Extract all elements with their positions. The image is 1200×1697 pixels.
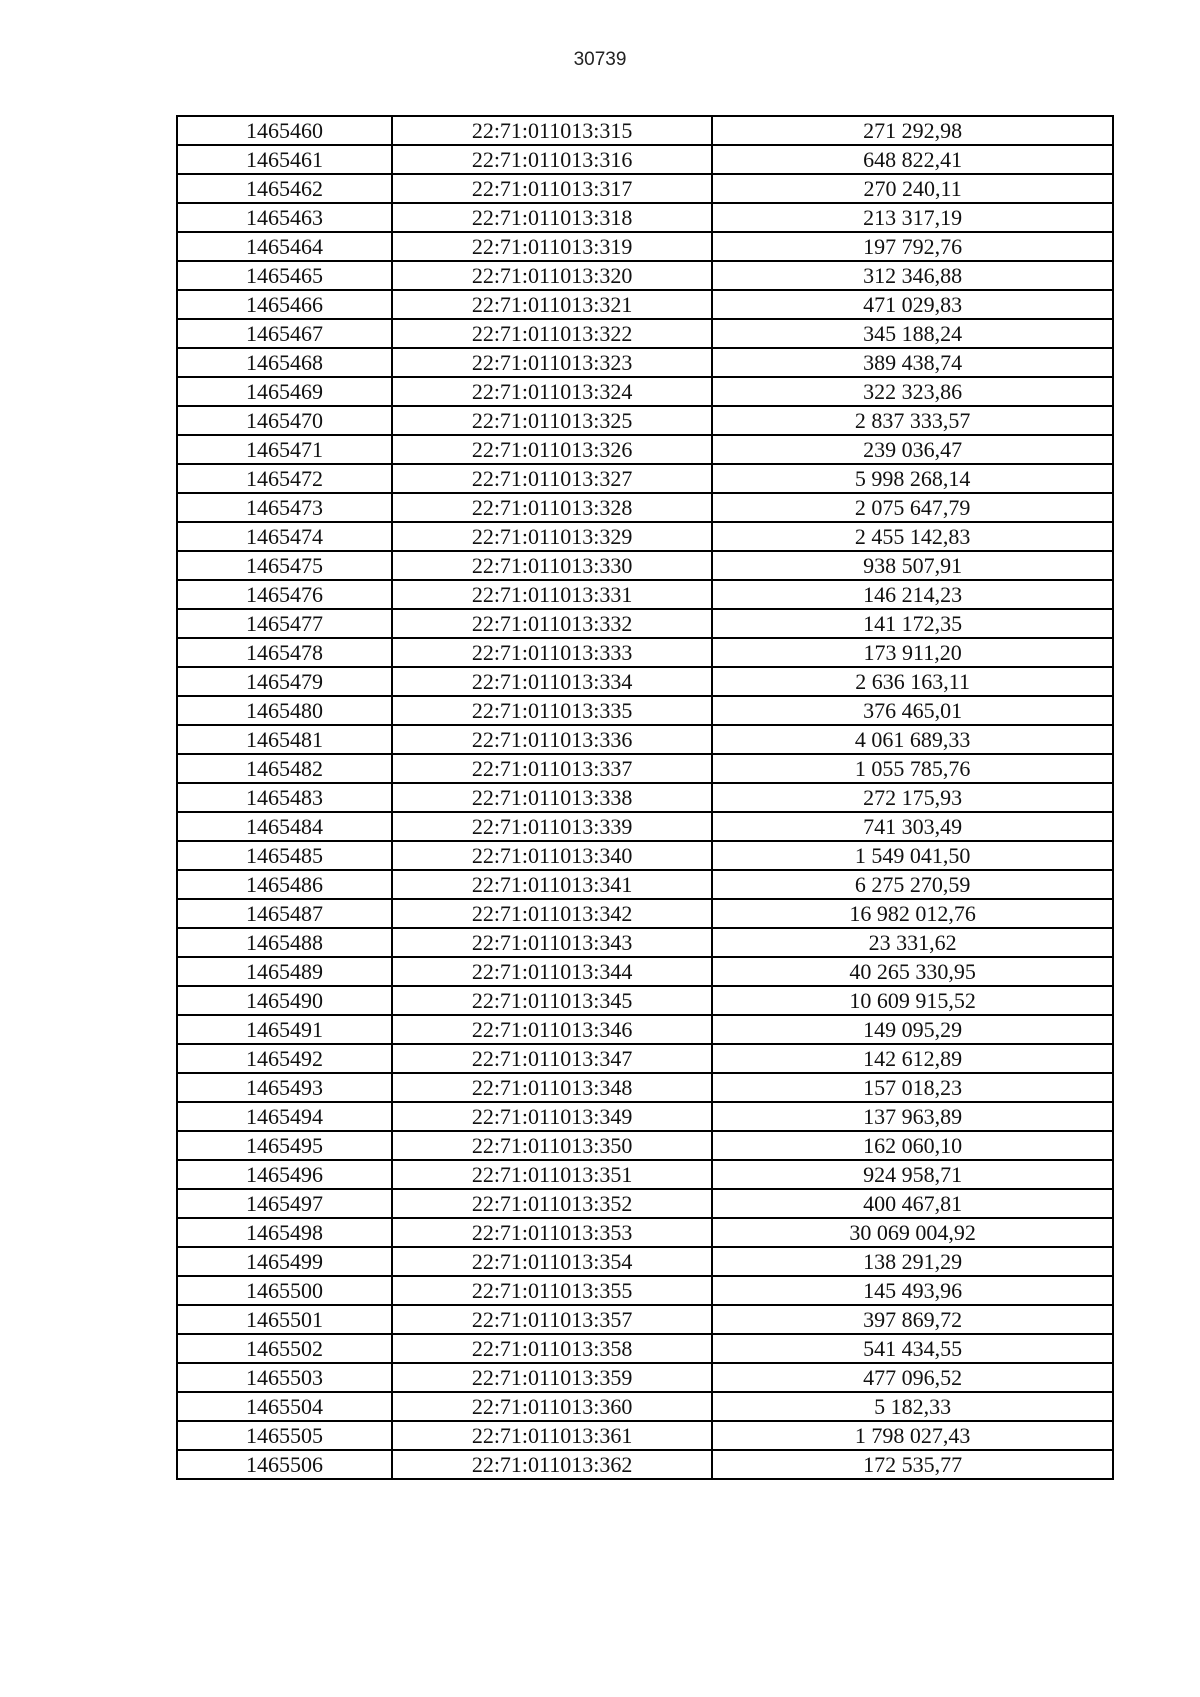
cadastral-number-cell: 22:71:011013:353 [392, 1218, 712, 1247]
row-number-cell: 1465499 [177, 1247, 392, 1276]
table-row [177, 551, 1113, 580]
table-row [177, 232, 1113, 261]
cadastral-value-cell: 173 911,20 [712, 638, 1113, 667]
row-number-cell: 1465480 [177, 696, 392, 725]
row-number-cell: 1465489 [177, 957, 392, 986]
table-row [177, 1131, 1113, 1160]
cadastral-value-cell: 400 467,81 [712, 1189, 1113, 1218]
cadastral-number-cell: 22:71:011013:346 [392, 1015, 712, 1044]
cadastral-number-cell: 22:71:011013:352 [392, 1189, 712, 1218]
cadastral-value-cell: 2 837 333,57 [712, 406, 1113, 435]
cadastral-number-cell: 22:71:011013:333 [392, 638, 712, 667]
cadastral-number-cell: 22:71:011013:325 [392, 406, 712, 435]
cadastral-number-cell: 22:71:011013:339 [392, 812, 712, 841]
cadastral-value-cell: 397 869,72 [712, 1305, 1113, 1334]
cadastral-number-cell: 22:71:011013:328 [392, 493, 712, 522]
cadastral-value-cell: 141 172,35 [712, 609, 1113, 638]
row-number-cell: 1465466 [177, 290, 392, 319]
row-number-cell: 1465502 [177, 1334, 392, 1363]
table-row [177, 290, 1113, 319]
cadastral-value-cell: 5 182,33 [712, 1392, 1113, 1421]
table-row [177, 1189, 1113, 1218]
table-row [177, 522, 1113, 551]
row-number-cell: 1465471 [177, 435, 392, 464]
table-row [177, 1305, 1113, 1334]
cadastral-number-cell: 22:71:011013:335 [392, 696, 712, 725]
cadastral-value-cell: 272 175,93 [712, 783, 1113, 812]
cadastral-number-cell: 22:71:011013:348 [392, 1073, 712, 1102]
row-number-cell: 1465494 [177, 1102, 392, 1131]
page-number: 30739 [573, 49, 627, 70]
cadastral-value-cell: 5 998 268,14 [712, 464, 1113, 493]
table-row [177, 493, 1113, 522]
table-row [177, 1450, 1113, 1479]
row-number-cell: 1465505 [177, 1421, 392, 1450]
table-row [177, 696, 1113, 725]
cadastral-number-cell: 22:71:011013:341 [392, 870, 712, 899]
cadastral-number-cell: 22:71:011013:331 [392, 580, 712, 609]
row-number-cell: 1465493 [177, 1073, 392, 1102]
cadastral-value-cell: 40 265 330,95 [712, 957, 1113, 986]
table-row [177, 667, 1113, 696]
table-row [177, 1276, 1113, 1305]
cadastral-value-cell: 1 798 027,43 [712, 1421, 1113, 1450]
table-row [177, 754, 1113, 783]
cadastral-value-cell: 138 291,29 [712, 1247, 1113, 1276]
cadastral-value-cell: 162 060,10 [712, 1131, 1113, 1160]
row-number-cell: 1465479 [177, 667, 392, 696]
cadastral-value-cell: 157 018,23 [712, 1073, 1113, 1102]
cadastral-value-cell: 471 029,83 [712, 290, 1113, 319]
cadastral-number-cell: 22:71:011013:343 [392, 928, 712, 957]
row-number-cell: 1465491 [177, 1015, 392, 1044]
cadastral-number-cell: 22:71:011013:351 [392, 1160, 712, 1189]
table-row [177, 638, 1113, 667]
row-number-cell: 1465478 [177, 638, 392, 667]
cadastral-number-cell: 22:71:011013:321 [392, 290, 712, 319]
cadastral-number-cell: 22:71:011013:359 [392, 1363, 712, 1392]
row-number-cell: 1465506 [177, 1450, 392, 1479]
cadastral-value-cell: 345 188,24 [712, 319, 1113, 348]
cadastral-number-cell: 22:71:011013:345 [392, 986, 712, 1015]
row-number-cell: 1465476 [177, 580, 392, 609]
cadastral-number-cell: 22:71:011013:357 [392, 1305, 712, 1334]
row-number-cell: 1465496 [177, 1160, 392, 1189]
table-row [177, 1363, 1113, 1392]
table-row [177, 319, 1113, 348]
cadastral-number-cell: 22:71:011013:323 [392, 348, 712, 377]
table-row [177, 261, 1113, 290]
table-row [177, 203, 1113, 232]
cadastral-value-cell: 2 636 163,11 [712, 667, 1113, 696]
table-row [177, 1247, 1113, 1276]
cadastral-value-cell: 938 507,91 [712, 551, 1113, 580]
table-row [177, 725, 1113, 754]
table-row [177, 1102, 1113, 1131]
cadastral-value-cell: 197 792,76 [712, 232, 1113, 261]
cadastral-value-cell: 271 292,98 [712, 116, 1113, 145]
row-number-cell: 1465482 [177, 754, 392, 783]
cadastral-value-cell: 270 240,11 [712, 174, 1113, 203]
row-number-cell: 1465488 [177, 928, 392, 957]
row-number-cell: 1465472 [177, 464, 392, 493]
row-number-cell: 1465483 [177, 783, 392, 812]
table-row [177, 464, 1113, 493]
cadastral-value-cell: 1 549 041,50 [712, 841, 1113, 870]
row-number-cell: 1465474 [177, 522, 392, 551]
cadastral-number-cell: 22:71:011013:324 [392, 377, 712, 406]
row-number-cell: 1465469 [177, 377, 392, 406]
cadastral-number-cell: 22:71:011013:362 [392, 1450, 712, 1479]
table-row [177, 1392, 1113, 1421]
table-row [177, 348, 1113, 377]
table-row [177, 1073, 1113, 1102]
row-number-cell: 1465492 [177, 1044, 392, 1073]
table-row [177, 609, 1113, 638]
cadastral-value-cell: 2 455 142,83 [712, 522, 1113, 551]
table-row [177, 1015, 1113, 1044]
cadastral-value-cell: 145 493,96 [712, 1276, 1113, 1305]
cadastral-value-cell: 322 323,86 [712, 377, 1113, 406]
cadastral-value-cell: 312 346,88 [712, 261, 1113, 290]
table-row [177, 928, 1113, 957]
table-row [177, 377, 1113, 406]
table-row [177, 957, 1113, 986]
row-number-cell: 1465473 [177, 493, 392, 522]
cadastral-number-cell: 22:71:011013:340 [392, 841, 712, 870]
row-number-cell: 1465486 [177, 870, 392, 899]
row-number-cell: 1465481 [177, 725, 392, 754]
table-row [177, 870, 1113, 899]
row-number-cell: 1465487 [177, 899, 392, 928]
cadastral-value-cell: 648 822,41 [712, 145, 1113, 174]
cadastral-value-cell: 541 434,55 [712, 1334, 1113, 1363]
cadastral-value-cell: 213 317,19 [712, 203, 1113, 232]
cadastral-value-cell: 23 331,62 [712, 928, 1113, 957]
row-number-cell: 1465468 [177, 348, 392, 377]
cadastral-number-cell: 22:71:011013:342 [392, 899, 712, 928]
cadastral-value-cell: 741 303,49 [712, 812, 1113, 841]
row-number-cell: 1465464 [177, 232, 392, 261]
cadastral-number-cell: 22:71:011013:338 [392, 783, 712, 812]
row-number-cell: 1465504 [177, 1392, 392, 1421]
cadastral-value-cell: 172 535,77 [712, 1450, 1113, 1479]
row-number-cell: 1465462 [177, 174, 392, 203]
cadastral-number-cell: 22:71:011013:337 [392, 754, 712, 783]
cadastral-value-cell: 149 095,29 [712, 1015, 1113, 1044]
row-number-cell: 1465490 [177, 986, 392, 1015]
table-row [177, 1421, 1113, 1450]
table-row [177, 1218, 1113, 1247]
table-row [177, 116, 1113, 145]
table-row [177, 1334, 1113, 1363]
cadastral-value-cell: 389 438,74 [712, 348, 1113, 377]
cadastral-number-cell: 22:71:011013:326 [392, 435, 712, 464]
table-row [177, 812, 1113, 841]
cadastral-value-cell: 1 055 785,76 [712, 754, 1113, 783]
cadastral-number-cell: 22:71:011013:350 [392, 1131, 712, 1160]
cadastral-number-cell: 22:71:011013:320 [392, 261, 712, 290]
row-number-cell: 1465500 [177, 1276, 392, 1305]
table-row [177, 174, 1113, 203]
cadastral-number-cell: 22:71:011013:315 [392, 116, 712, 145]
table-row [177, 1044, 1113, 1073]
table-row [177, 986, 1113, 1015]
row-number-cell: 1465467 [177, 319, 392, 348]
row-number-cell: 1465460 [177, 116, 392, 145]
cadastral-number-cell: 22:71:011013:334 [392, 667, 712, 696]
row-number-cell: 1465484 [177, 812, 392, 841]
table-body [177, 116, 1113, 1479]
table-row [177, 406, 1113, 435]
cadastral-number-cell: 22:71:011013:347 [392, 1044, 712, 1073]
cadastral-value-cell: 477 096,52 [712, 1363, 1113, 1392]
row-number-cell: 1465475 [177, 551, 392, 580]
cadastral-value-cell: 239 036,47 [712, 435, 1113, 464]
row-number-cell: 1465470 [177, 406, 392, 435]
cadastral-number-cell: 22:71:011013:355 [392, 1276, 712, 1305]
row-number-cell: 1465485 [177, 841, 392, 870]
row-number-cell: 1465503 [177, 1363, 392, 1392]
cadastral-number-cell: 22:71:011013:330 [392, 551, 712, 580]
cadastral-number-cell: 22:71:011013:349 [392, 1102, 712, 1131]
table-row [177, 580, 1113, 609]
cadastral-number-cell: 22:71:011013:332 [392, 609, 712, 638]
table-row [177, 841, 1113, 870]
cadastral-value-cell: 4 061 689,33 [712, 725, 1113, 754]
cadastral-value-cell: 10 609 915,52 [712, 986, 1113, 1015]
cadastral-number-cell: 22:71:011013:361 [392, 1421, 712, 1450]
table-row [177, 145, 1113, 174]
cadastral-number-cell: 22:71:011013:354 [392, 1247, 712, 1276]
cadastral-number-cell: 22:71:011013:316 [392, 145, 712, 174]
cadastral-number-cell: 22:71:011013:318 [392, 203, 712, 232]
table-row [177, 435, 1113, 464]
row-number-cell: 1465465 [177, 261, 392, 290]
table-row [177, 899, 1113, 928]
cadastral-number-cell: 22:71:011013:317 [392, 174, 712, 203]
table-row [177, 1160, 1113, 1189]
table-row [177, 783, 1113, 812]
row-number-cell: 1465501 [177, 1305, 392, 1334]
cadastral-value-cell: 376 465,01 [712, 696, 1113, 725]
cadastral-value-cell: 30 069 004,92 [712, 1218, 1113, 1247]
cadastral-number-cell: 22:71:011013:322 [392, 319, 712, 348]
cadastral-number-cell: 22:71:011013:358 [392, 1334, 712, 1363]
row-number-cell: 1465497 [177, 1189, 392, 1218]
cadastral-number-cell: 22:71:011013:329 [392, 522, 712, 551]
cadastral-value-cell: 142 612,89 [712, 1044, 1113, 1073]
cadastral-number-cell: 22:71:011013:344 [392, 957, 712, 986]
row-number-cell: 1465498 [177, 1218, 392, 1247]
row-number-cell: 1465477 [177, 609, 392, 638]
cadastral-number-cell: 22:71:011013:319 [392, 232, 712, 261]
row-number-cell: 1465461 [177, 145, 392, 174]
cadastral-number-cell: 22:71:011013:327 [392, 464, 712, 493]
row-number-cell: 1465495 [177, 1131, 392, 1160]
cadastral-number-cell: 22:71:011013:360 [392, 1392, 712, 1421]
cadastral-value-cell: 137 963,89 [712, 1102, 1113, 1131]
cadastral-value-cell: 924 958,71 [712, 1160, 1113, 1189]
cadastral-value-cell: 146 214,23 [712, 580, 1113, 609]
row-number-cell: 1465463 [177, 203, 392, 232]
cadastral-value-cell: 2 075 647,79 [712, 493, 1113, 522]
cadastral-number-cell: 22:71:011013:336 [392, 725, 712, 754]
cadastral-value-cell: 6 275 270,59 [712, 870, 1113, 899]
cadastral-value-table [176, 115, 1114, 1480]
cadastral-value-cell: 16 982 012,76 [712, 899, 1113, 928]
